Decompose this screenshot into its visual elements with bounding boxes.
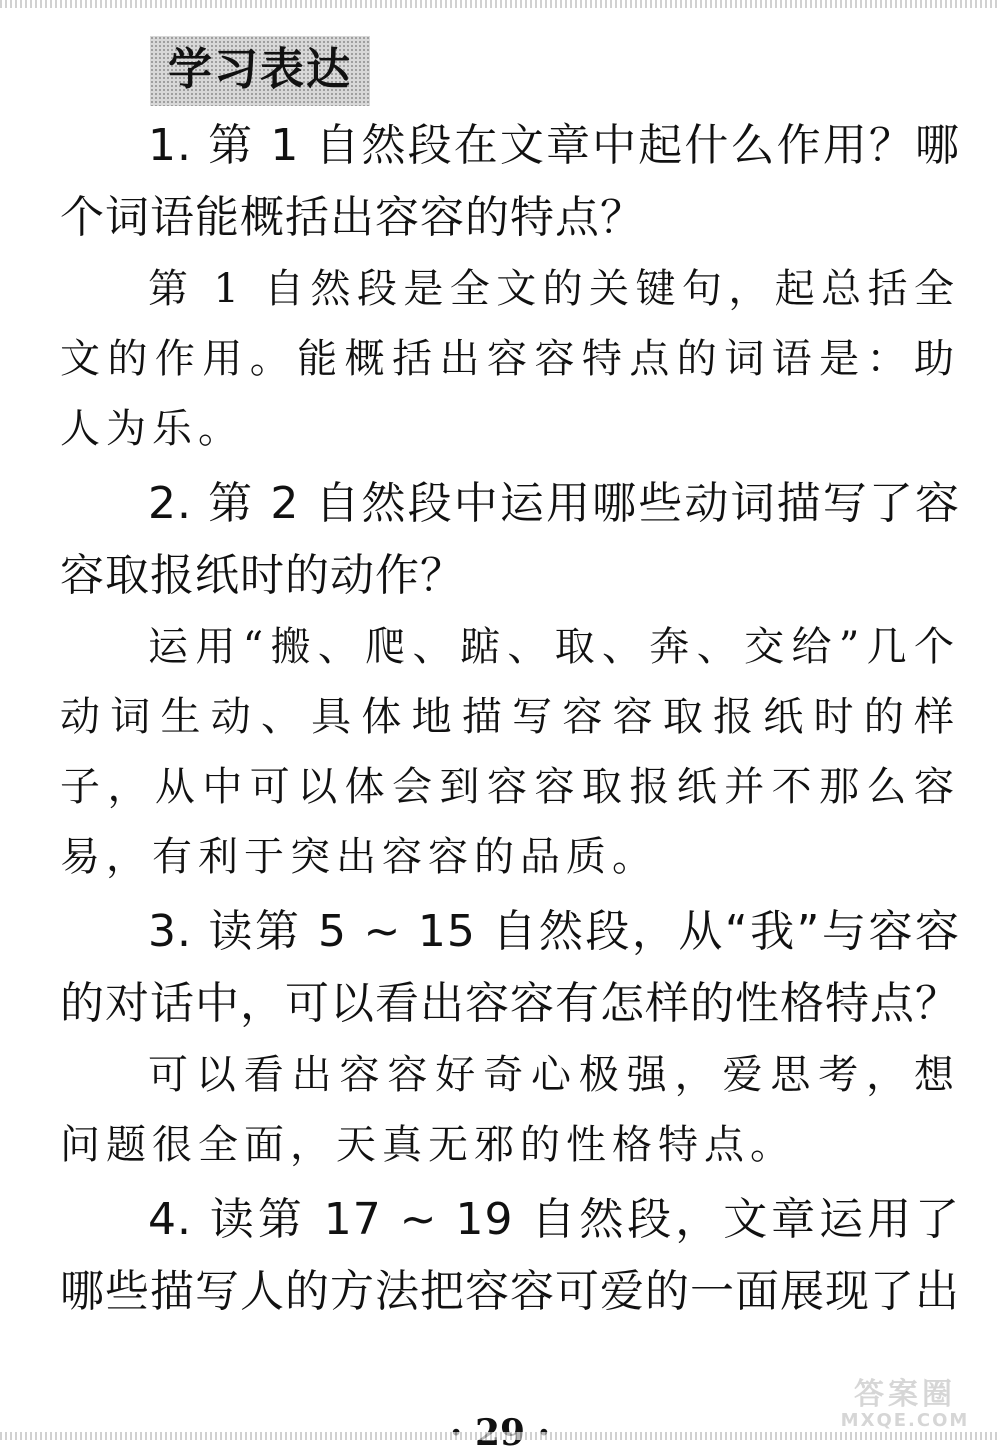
qa-block-1 [60, 110, 960, 464]
question-3: 3. 读第 5 ~ 15 自然段，从“我”与容容的对话中，可以看出容容有怎样的性格特点？ [60, 906, 960, 1029]
qa-block-2 [60, 468, 960, 892]
watermark-bottom: MXQE.COM [840, 1410, 970, 1431]
question-1: 1. 第 1 自然段在文章中起什么作用？哪个词语能概括出容容的特点？ [60, 120, 960, 243]
question-2: 2. 第 2 自然段中运用哪些动词描写了容容取报纸时的动作？ [60, 478, 960, 601]
scan-edge-bottom [0, 1432, 1000, 1440]
qa-block-4 [60, 1184, 960, 1328]
watermark-top: 答案圈 [854, 1377, 956, 1412]
section-title: 学习表达 [150, 36, 370, 106]
qa-block-3 [60, 896, 960, 1180]
scan-edge-top [0, 0, 1000, 8]
watermark-logo [830, 1377, 980, 1436]
document-page [60, 36, 960, 1328]
answer-3: 可以看出容容好奇心极强，爱思考，想问题很全面，天真无邪的性格特点。 [60, 1052, 960, 1168]
answer-2: 运用“搬、爬、踮、取、奔、交给”几个动词生动、具体地描写容容取报纸时的样子，从中可以体会到容容取报纸并不那么容易，有利于突出容容的品质。 [60, 624, 960, 880]
question-4: 4. 读第 17 ~ 19 自然段，文章运用了哪些描写人的方法把容容可爱的一面展现了出 [60, 1194, 960, 1317]
answer-1: 第 1 自然段是全文的关键句，起总括全文的作用。能概括出容容特点的词语是：助人为乐。 [60, 266, 960, 452]
